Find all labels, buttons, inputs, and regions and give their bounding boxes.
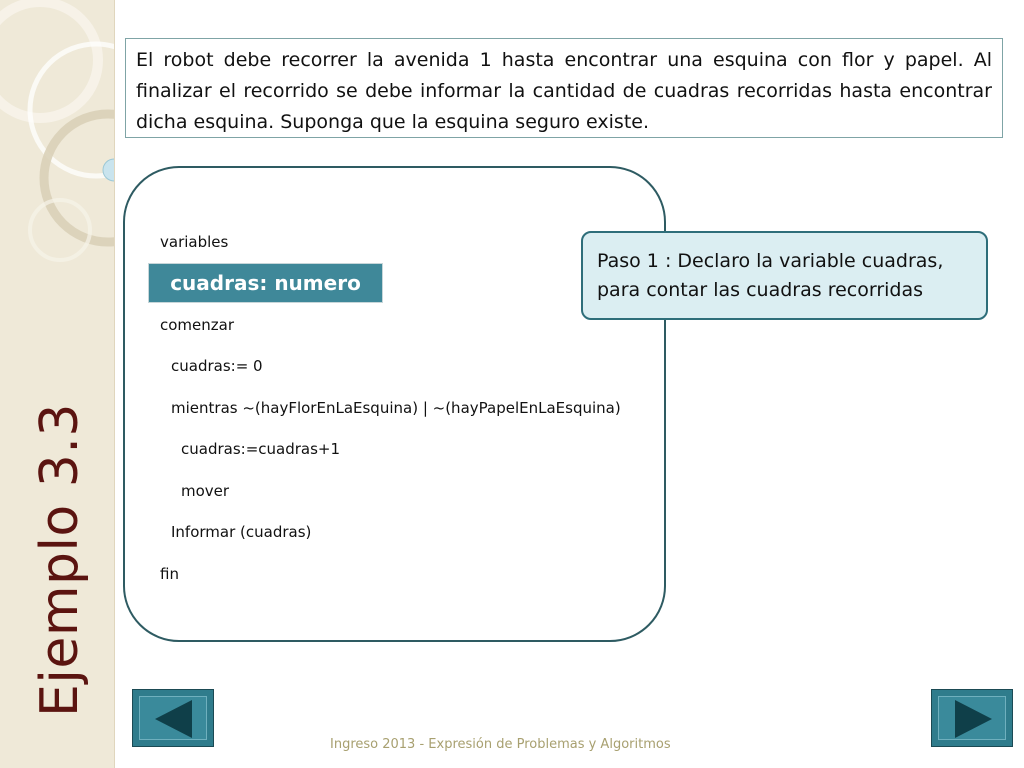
left-triangle-icon <box>133 690 215 748</box>
footer-text: Ingreso 2013 - Expresión de Problemas y Algoritmos <box>330 737 671 752</box>
right-triangle-icon <box>932 690 1014 748</box>
code-increment-line: cuadras:=cuadras+1 <box>181 440 341 458</box>
code-fin-keyword: fin <box>160 565 179 583</box>
code-variables-keyword: variables <box>160 233 229 251</box>
slide-title: Ejemplo 3.3 <box>30 403 90 717</box>
highlighted-declaration: cuadras: numero <box>148 263 383 303</box>
code-report-line: Informar (cuadras) <box>171 523 312 541</box>
code-loop-line: mientras ~(hayFlorEnLaEsquina) | ~(hayPapelEnLaEsquina) <box>171 399 621 417</box>
next-button[interactable] <box>931 689 1013 747</box>
decorative-sidebar <box>0 0 115 768</box>
step-callout: Paso 1 : Declaro la variable cuadras, para contar las cuadras recorridas <box>581 231 988 320</box>
previous-button[interactable] <box>132 689 214 747</box>
problem-statement: El robot debe recorrer la avenida 1 hasta encontrar una esquina con flor y papel. Al finalizar el recorrido se debe informar la cantidad de cuadras recorridas hasta encontrar dicha esquina. Suponga que la esquina seguro existe. <box>125 38 1003 138</box>
code-comenzar-keyword: comenzar <box>160 316 235 334</box>
code-init-line: cuadras:= 0 <box>171 357 263 375</box>
code-move-line: mover <box>181 482 230 500</box>
